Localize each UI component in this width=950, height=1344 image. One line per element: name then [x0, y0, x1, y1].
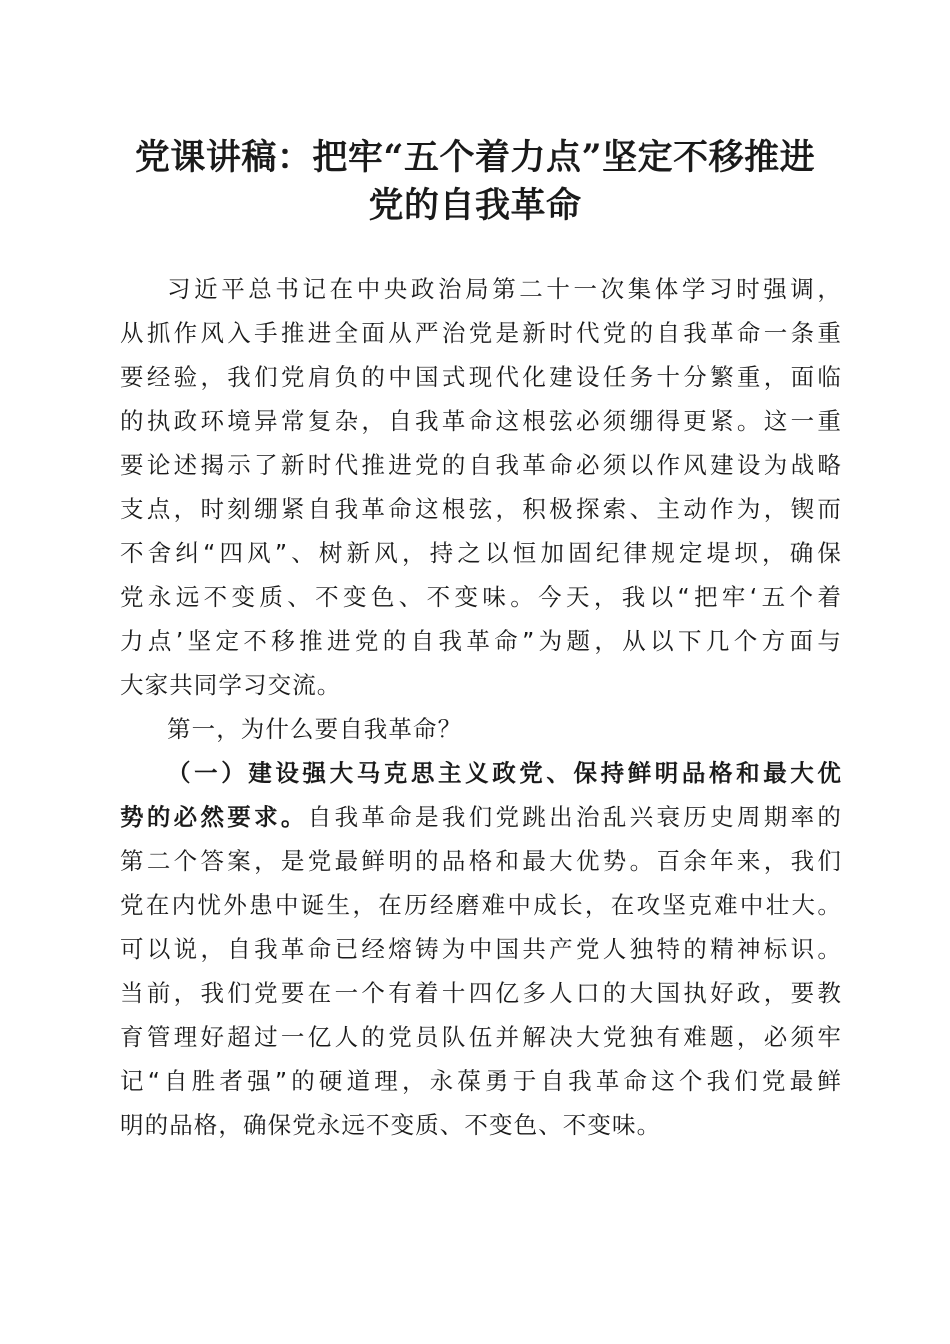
subsection-paragraph	[120, 751, 842, 1147]
paragraph-line: 力点’坚定不移推进党的自我革命”为题，从以下几个方面与	[120, 627, 842, 655]
paragraph-line: 从抓作风入手推进全面从严治党是新时代党的自我革命一条重	[120, 319, 842, 347]
title-line-2: 党的自我革命	[368, 185, 582, 226]
paragraph-line: 可以说，自我革命已经熔铸为中国共产党人独特的精神标识。	[120, 935, 842, 963]
paragraph-line: 要经验，我们党肩负的中国式现代化建设任务十分繁重，面临	[120, 363, 842, 391]
paragraph-line: 习近平总书记在中央政治局第二十一次集体学习时强调，	[167, 275, 842, 303]
intro-paragraph	[120, 267, 842, 707]
paragraph-line: 大家共同学习交流。	[120, 671, 342, 699]
paragraph-line	[120, 795, 842, 839]
paragraph-line: 记“自胜者强”的硬道理，永葆勇于自我革命这个我们党最鲜	[120, 1067, 842, 1095]
title-line-1: 党课讲稿：把牢“五个着力点”坚定不移推进	[134, 137, 816, 178]
paragraph-line: 第二个答案，是党最鲜明的品格和最大优势。百余年来，我们	[120, 847, 842, 875]
document-title	[100, 134, 850, 230]
paragraph-line: 党在内忧外患中诞生，在历经磨难中成长，在攻坚克难中壮大。	[120, 891, 842, 919]
subsection-heading-tail: 势的必然要求。	[120, 803, 308, 831]
paragraph-line: 育管理好超过一亿人的党员队伍并解决大党独有难题，必须牢	[120, 1023, 842, 1051]
section-heading: 第一，为什么要自我革命？	[167, 715, 463, 743]
paragraph-line: 不舍纠“四风”、树新风，持之以恒加固纪律规定堤坝，确保	[120, 539, 842, 567]
paragraph-line: 的执政环境异常复杂，自我革命这根弦必须绷得更紧。这一重	[120, 407, 842, 435]
paragraph-line: 支点，时刻绷紧自我革命这根弦，积极探索、主动作为，锲而	[120, 495, 842, 523]
paragraph-line: 要论述揭示了新时代推进党的自我革命必须以作风建设为战略	[120, 451, 842, 479]
subsection-heading-line: （一）建设强大马克思主义政党、保持鲜明品格和最大优	[167, 759, 842, 787]
document-body	[120, 267, 842, 1147]
paragraph-line-rest: 自我革命是我们党跳出治乱兴衰历史周期率的	[307, 803, 843, 831]
paragraph-line: 当前，我们党要在一个有着十四亿多人口的大国执好政，要教	[120, 979, 842, 1007]
paragraph-line: 党永远不变质、不变色、不变味。今天，我以“把牢‘五个着	[120, 583, 842, 611]
paragraph-line: 明的品格，确保党永远不变质、不变色、不变味。	[120, 1111, 662, 1139]
